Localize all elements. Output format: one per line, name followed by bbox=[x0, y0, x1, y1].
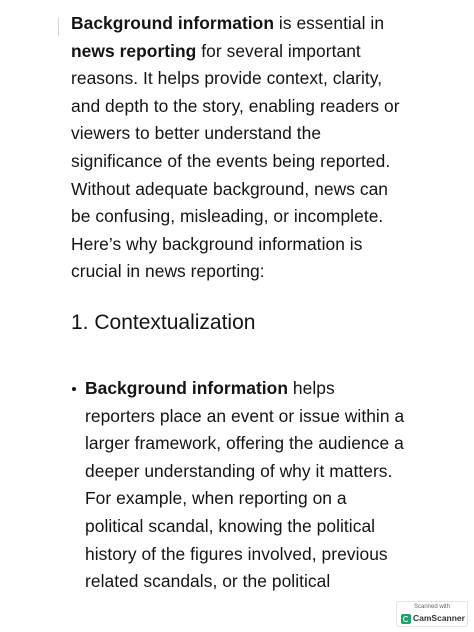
text-line: news reporting for several important bbox=[71, 40, 361, 61]
text-line: larger framework, offering the audience a bbox=[85, 433, 404, 454]
section-heading: 1. Contextualization bbox=[71, 311, 256, 334]
watermark-caption: Scanned with bbox=[413, 604, 451, 610]
camscanner-logo-icon bbox=[401, 614, 411, 624]
text-line: Background information helps bbox=[85, 378, 335, 398]
bullet-text bbox=[85, 375, 469, 596]
camscanner-watermark bbox=[396, 601, 468, 627]
text-line: related scandals, or the political bbox=[85, 571, 331, 592]
text-line: For example, when reporting on a bbox=[85, 488, 347, 509]
text-line: Without adequate background, news can bbox=[71, 178, 389, 199]
text-line: history of the figures involved, previous bbox=[85, 543, 388, 564]
text-line: deeper understanding of why it matters. bbox=[85, 460, 393, 481]
text-line: and depth to the story, enabling readers or bbox=[71, 95, 400, 116]
text-line: significance of the events being reported. bbox=[71, 150, 391, 171]
text-line: Here’s why background information is bbox=[71, 233, 363, 254]
text-line: viewers to better understand the bbox=[71, 123, 322, 144]
intro-paragraph bbox=[71, 10, 466, 286]
text-line: reporters place an event or issue within a bbox=[85, 405, 405, 426]
page-edge-mark bbox=[58, 18, 59, 36]
bullet-dot-icon bbox=[72, 387, 76, 391]
text-line: Background information is essential in bbox=[71, 13, 385, 33]
text-line: political scandal, knowing the political bbox=[85, 515, 376, 536]
text-line: crucial in news reporting: bbox=[71, 261, 265, 282]
watermark-brand: CamScanner bbox=[413, 613, 465, 623]
text-line: reasons. It helps provide context, clarity, bbox=[71, 68, 383, 89]
text-line: be confusing, misleading, or incomplete. bbox=[71, 206, 384, 227]
